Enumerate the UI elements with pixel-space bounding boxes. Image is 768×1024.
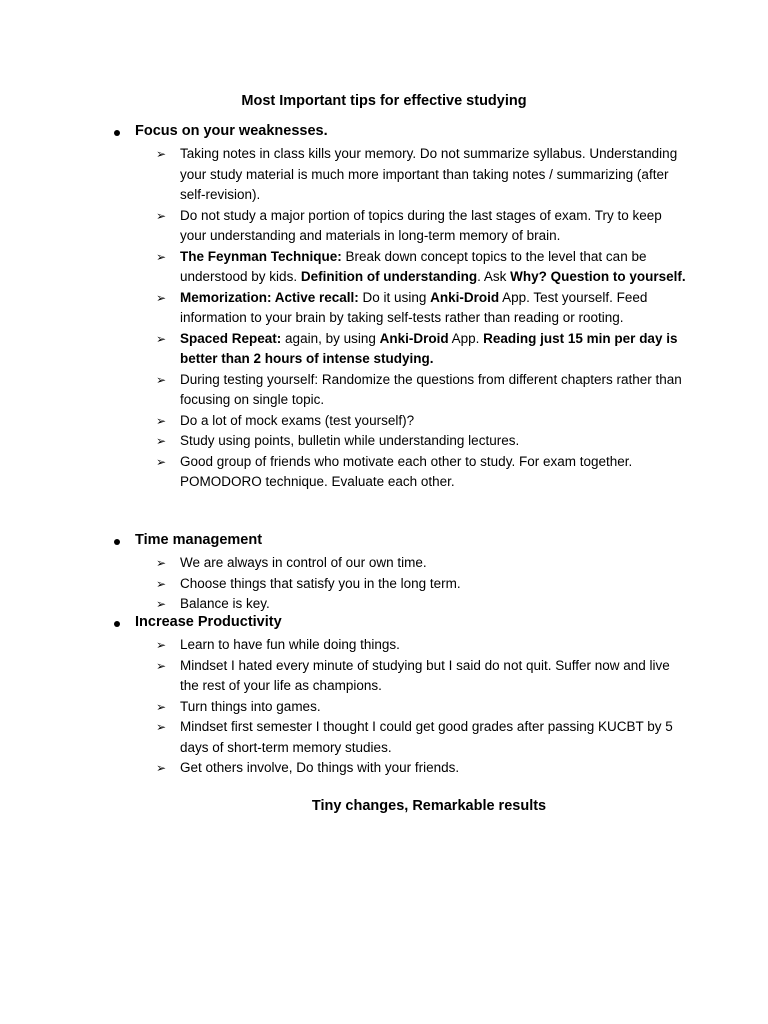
text-run: Good group of friends who motivate each other to study. For exam together. POMODORO technique. Evaluate each other. [180, 453, 633, 489]
text-run: App. [448, 330, 484, 346]
section-heading [110, 123, 690, 144]
bullet-dot-icon [114, 539, 120, 545]
tip-list [110, 553, 690, 615]
section-heading-text: Increase Productivity [135, 614, 282, 630]
list-item [110, 574, 690, 595]
section-focus-weaknesses [110, 123, 690, 493]
list-item [110, 452, 690, 493]
text-run: . Ask [477, 269, 511, 284]
bold-text-run: The Feynman Technique: [180, 248, 342, 264]
text-run: During testing yourself: Randomize the questions from different chapters rather than focusing on single topic. [180, 371, 682, 407]
text-run: Do a lot of mock exams (test yourself)? [180, 412, 415, 428]
text-run: Do it using [358, 289, 431, 305]
tip-list [110, 144, 690, 493]
text-run: Balance is key. [180, 596, 270, 611]
list-item [110, 697, 690, 718]
bold-text-run: Reading just 15 min per day is better than 2 hours of intense studying. [180, 330, 678, 366]
arrow-bullet-icon: ➢ [156, 454, 167, 469]
list-item [110, 247, 690, 288]
list-item [110, 758, 690, 779]
list-item [110, 411, 690, 432]
text-run: App. Test yourself. Feed information to your brain by taking self-tests rather than reading or rooting. [180, 289, 648, 325]
arrow-bullet-icon: ➢ [156, 720, 167, 734]
arrow-bullet-icon: ➢ [156, 761, 167, 775]
text-run: Do not study a major portion of topics during the last stages of exam. Try to keep your understanding and materials in long-term memory of brain. [180, 207, 662, 243]
bullet-dot-icon [114, 130, 120, 136]
text-run: We are always in control of our own time. [180, 555, 427, 570]
text-run: Mindset first semester I thought I could get good grades after passing KUCBT by 5 days of short-term memory studies. [180, 719, 673, 755]
bold-text-run: Spaced Repeat: [180, 330, 282, 346]
arrow-bullet-icon: ➢ [156, 638, 167, 652]
arrow-bullet-icon: ➢ [156, 597, 167, 611]
list-item [110, 288, 690, 329]
arrow-bullet-icon: ➢ [156, 208, 167, 223]
section-time-management [110, 532, 690, 615]
section-heading [110, 614, 690, 635]
arrow-bullet-icon: ➢ [156, 658, 167, 673]
arrow-bullet-icon: ➢ [156, 434, 167, 448]
bold-text-run: Why? Question to yourself. [510, 269, 686, 284]
section-heading-text: Focus on your weaknesses. [135, 123, 328, 139]
bold-text-run: Anki-Droid [379, 330, 449, 346]
text-run: Break down concept topics to the level that can be understood by kids. [180, 248, 647, 284]
text-run: Learn to have fun while doing things. [180, 637, 400, 652]
tip-list [110, 635, 690, 779]
arrow-bullet-icon: ➢ [156, 147, 167, 161]
arrow-bullet-icon: ➢ [156, 413, 167, 428]
arrow-bullet-icon: ➢ [156, 699, 167, 714]
document-footer-tagline: Tiny changes, Remarkable results [311, 798, 547, 814]
list-item [110, 717, 690, 758]
list-item [110, 206, 690, 247]
text-run: Taking notes in class kills your memory. Do not summarize syllabus. Understanding your study material is much more important than taking notes / summarizing (after self-revision). [180, 146, 678, 202]
list-item [110, 553, 690, 574]
text-run: Turn things into games. [180, 698, 321, 714]
text-run: Mindset I hated every minute of studying but I said do not quit. Suffer now and live the rest of your life as champions. [180, 657, 670, 693]
arrow-bullet-icon: ➢ [156, 372, 167, 387]
section-heading [110, 532, 690, 553]
text-run: Study using points, bulletin while understanding lectures. [180, 433, 520, 448]
list-item [110, 144, 690, 206]
text-run: Choose things that satisfy you in the long term. [180, 575, 461, 591]
bold-text-run: Anki-Droid [430, 289, 500, 305]
bold-text-run: Definition of understanding [300, 269, 478, 284]
list-item [110, 329, 690, 370]
document-title: Most Important tips for effective studying [241, 93, 527, 109]
arrow-bullet-icon: ➢ [156, 331, 167, 346]
text-run: Get others involve, Do things with your friends. [180, 760, 460, 775]
arrow-bullet-icon: ➢ [156, 249, 167, 264]
section-increase-productivity [110, 614, 690, 779]
arrow-bullet-icon: ➢ [156, 290, 167, 305]
text-run: again, by using [281, 330, 380, 346]
list-item [110, 656, 690, 697]
arrow-bullet-icon: ➢ [156, 556, 167, 570]
bullet-dot-icon [114, 621, 120, 627]
bold-text-run: Memorization: Active recall: [180, 289, 359, 305]
list-item [110, 370, 690, 411]
section-heading-text: Time management [135, 532, 263, 548]
list-item [110, 635, 690, 656]
list-item [110, 431, 690, 452]
arrow-bullet-icon: ➢ [156, 576, 167, 591]
list-item [110, 594, 690, 615]
